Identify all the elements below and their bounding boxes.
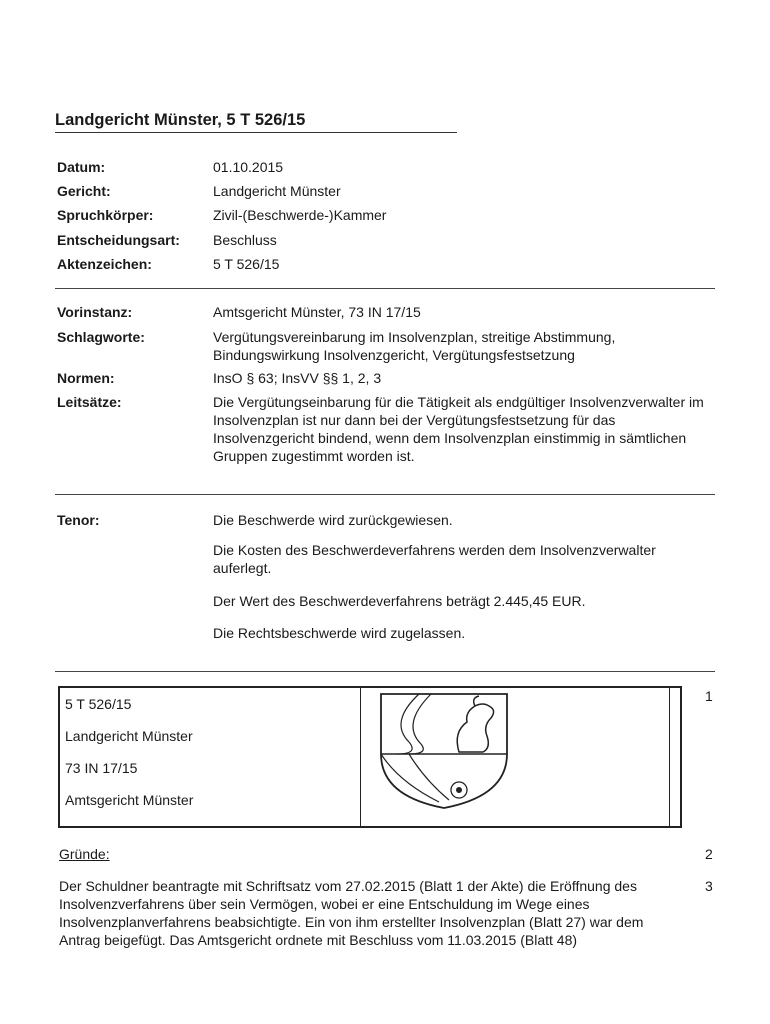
meta-value: Beschluss [213, 232, 277, 248]
meta-label: Spruchkörper: [57, 207, 154, 223]
paragraph-number: 3 [705, 878, 713, 894]
tenor-paragraph: Die Rechtsbeschwerde wird zugelassen. [213, 625, 466, 641]
divider [55, 671, 715, 672]
page-title: Landgericht Münster, 5 T 526/15 [55, 111, 457, 133]
coat-of-arms-cell [360, 688, 670, 826]
lower-case-number: 73 IN 17/15 [65, 760, 138, 776]
detail-label: Vorinstanz: [57, 304, 133, 320]
body-paragraph: Der Schuldner beantragte mit Schriftsatz vom 27.02.2015 (Blatt 1 der Akte) die Eröffnung des Insolvenzverfahrens über sein Vermögen, wobei er eine Entschuldung im Wege eines Insolvenzplanverfahrens beabsichtigte. Ein von ihm erstellter Insolvenzplan (Blatt 27) war dem Antrag beigefügt. Das Amtsgericht ordnete mit Beschluss vom 11.03.2015 (Blatt 48) [59, 878, 644, 948]
meta-label: Gericht: [57, 183, 111, 199]
lower-court-name: Amtsgericht Münster [65, 792, 194, 808]
meta-label: Aktenzeichen: [57, 256, 152, 272]
divider [55, 494, 715, 495]
meta-value: 01.10.2015 [213, 159, 284, 175]
gruende-heading: Gründe: [59, 846, 110, 862]
meta-value: Landgericht Münster [213, 183, 341, 199]
meta-label: Entscheidungsart: [57, 232, 180, 248]
coat-of-arms-icon [379, 692, 509, 810]
detail-value: Amtsgericht Münster, 73 IN 17/15 [213, 304, 421, 320]
paragraph-number: 1 [705, 688, 713, 704]
paragraph-number: 2 [705, 846, 713, 862]
case-number: 5 T 526/15 [65, 696, 132, 712]
tenor-paragraph: Die Beschwerde wird zurückgewiesen. [213, 512, 453, 528]
detail-value: Vergütungsvereinbarung im Insolvenzplan, streitige Abstimmung, Bindungswirkung Insolvenzgericht, Vergütungsfestsetzung [213, 329, 616, 363]
court-name: Landgericht Münster [65, 728, 193, 744]
court-header-box [58, 686, 682, 828]
detail-label: Normen: [57, 370, 115, 386]
detail-value: Die Vergütungseinbarung für die Tätigkeit als endgültiger Insolvenzverwalter im Insolvenzplan ist nur dann bei der Vergütungsfestsetzung für das Insolvenzgericht bindend, wenn dem Insolvenzplan einstimmig in sämtlichen Gruppen zugestimmt worden ist. [213, 394, 704, 464]
meta-label: Datum: [57, 159, 106, 175]
tenor-label: Tenor: [57, 512, 100, 528]
meta-value: 5 T 526/15 [213, 256, 280, 272]
detail-label: Leitsätze: [57, 394, 122, 410]
tenor-paragraph: Die Kosten des Beschwerdeverfahrens werden dem Insolvenzverwalter auferlegt. [213, 542, 656, 576]
tenor-paragraph: Der Wert des Beschwerdeverfahrens beträgt 2.445,45 EUR. [213, 593, 586, 609]
meta-value: Zivil-(Beschwerde-)Kammer [213, 207, 387, 223]
divider [55, 288, 715, 289]
detail-label: Schlagworte: [57, 329, 145, 345]
detail-value: InsO § 63; InsVV §§ 1, 2, 3 [213, 370, 382, 386]
